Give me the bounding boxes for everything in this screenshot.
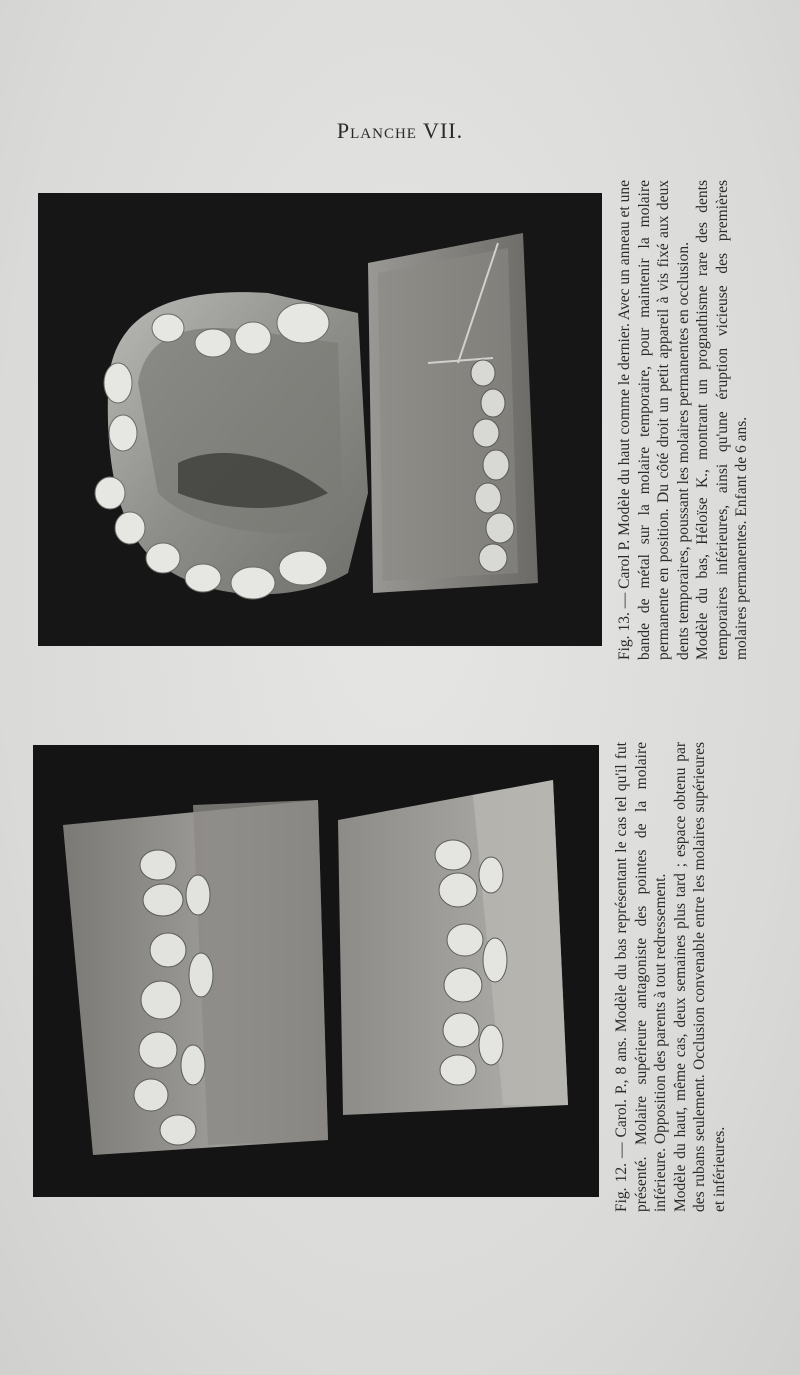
figure-12-caption: [612, 742, 729, 1212]
figure-13-photo: [38, 193, 602, 646]
figure-13-caption: [615, 180, 752, 660]
figure-12-caption-part1: Fig. 12. — Carol. P., 8 ans. Modèle du bas représentant le cas tel qu'il fut présenté. Molaire supérieure antagoniste des pointes de la molaire inférieure. Opposition des parents à tout redressement.: [613, 742, 669, 1212]
figure-13-caption-part1: Fig. 13. — Carol P. Modèle du haut comme le dernier. Avec un anneau et une bande de métal sur la molaire temporaire, pour maintenir la molaire permanente en position. Du côté droit un petit appareil à vis fixé aux deux dents temporaires, poussant les molaires permanentes en occlusion.: [616, 180, 692, 660]
figure-12-photo: [33, 745, 599, 1197]
figure-13-caption-part2: Modèle du bas, Héloïse K., montrant un prognathisme rare des dents temporaires inférieures, ainsi qu'une éruption vicieuse des premières molaires permanentes. Enfant de 6 ans.: [694, 180, 750, 660]
plate-title: Planche VII.: [336, 118, 464, 143]
figure-12-caption-part2: Modèle du haut, même cas, deux semaines plus tard ; espace obtenu par des rubans seulement. Occlusion convenable entre les molaires supérieures et inférieures.: [671, 742, 728, 1212]
